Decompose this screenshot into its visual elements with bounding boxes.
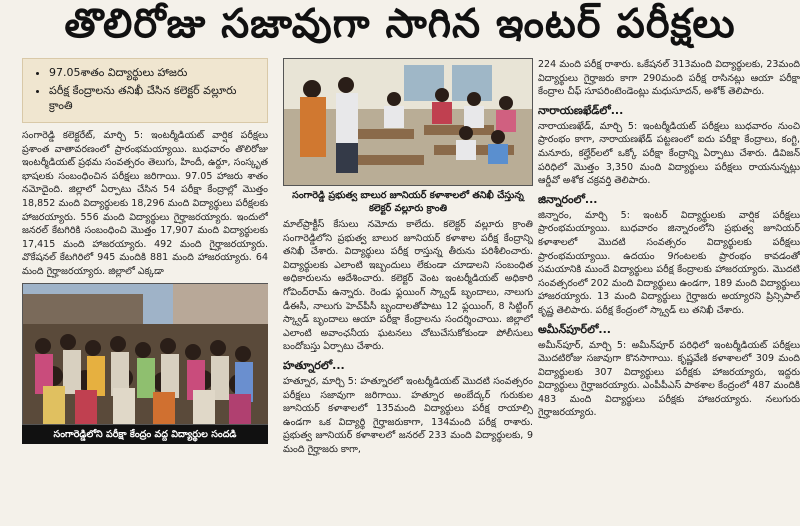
article-body-ameenpur: అమీన్‌పూర్, మార్చి 5: అమీన్‌పూర్ పరిధిలో ఇంటర్మీడియట్ పరీక్షలు మొదటిరోజు సజావుగా కొనసాగాయి. కృష్ణవేణి కళాశాలలో 309 మంది విద్యార్థులకు 307 విద్యార్థులు పరీక్షకు హాజరయ్యారు, ఇద్దరు విద్యార్థులు గైర్హాజరయ్యారు. ఎంపీపీఎస్ పాఠశాల కేంద్రంలో 487 మందికి 483 మంది విద్యార్థులు పరీక్షకు హాజరయ్యారు. నలుగురు గైర్హాజరయ్యారు. bbox=[538, 339, 800, 419]
subhead-ameenpur: అమీన్‌పూర్‌లో... bbox=[538, 322, 611, 336]
photo-crowd bbox=[22, 283, 268, 425]
article-body-hatnura-cont: 224 మంది పరీక్ష రాశారు. ఒకేషనల్ 313మంది విద్యార్థులకు, 23మంది విద్యార్థులు గైర్హాజరు కాగా 290మంది పరీక్ష రాసినట్లు ఆయా పరీక్షా కేంద్రాల చీఫ్ సూపరింటెండెంట్లు మధుసూదన్, అశోక్ తెలిపారు. bbox=[538, 59, 800, 98]
photo-crowd-caption: సంగారెడ్డిలోని పరీక్షా కేంద్రం వద్ద విద్యార్థుల సందడి bbox=[22, 425, 268, 444]
column-right bbox=[538, 58, 800, 526]
column-left bbox=[22, 58, 268, 526]
highlight-item: • పరీక్ష కేంద్రాలను తనిఖీ చేసిన కలెక్టర్ వల్లూరు క్రాంతి bbox=[49, 83, 259, 113]
article-body-jinnaram: జిన్నారం, మార్చి 5: ఇంటర్ విద్యార్థులకు వార్షిక పరీక్షలు ప్రారంభమయ్యాయి. బుధవారం జిన్నారంలోని ప్రభుత్వ జూనియర్ కళాశాలలో మొదటి సంవత్సరం విద్యార్థులకు పరీక్షలు ప్రారంభమయ్యాయి. ఉదయం 9గంటలకు ప్రారంభం కావడంతో సమయానికి ముందే విద్యార్థులు పరీక్ష కేంద్రాలకు హాజరయ్యారు. మొదటి సంవత్సరంలో 202 మంది విద్యార్థులు ఉండగా, 189 మంది విద్యార్థులు హాజరయ్యారు. 13 మంది విద్యార్థులు గైర్హాజరు అయ్యారని ప్రిన్సిపాల్ కృష్ణ తెలిపారు. పరీక్ష కేంద్రంలో స్క్వాడ్ లు తనిఖీ చేశారు. bbox=[538, 209, 800, 316]
classroom-photo-illustration bbox=[284, 59, 532, 185]
subhead-hatnura: హత్నూరలో... bbox=[283, 358, 345, 372]
column-middle bbox=[283, 58, 533, 526]
subhead-narayankhed: నారాయణఖేడ్‌లో... bbox=[538, 103, 624, 117]
photo-classroom bbox=[283, 58, 533, 186]
highlight-item: • 97.05శాతం విద్యార్థులు హాజరు bbox=[49, 65, 259, 80]
article-body-narayankhed: నారాయణఖేడ్, మార్చి 5: ఇంటర్మీడియట్ పరీక్షలు బుధవారం నుంచి ప్రారంభం కాగా, నారాయణఖేడ్ పట్టణంలో ఐదు పరీక్షా కేంద్రాలు, కంగ్టి, మనూరు, కల్హేర్‌లలో ఒక్కో పరీక్షా కేంద్రాన్ని ఏర్పాటు చేశారు. డివిజన్ పరిధిలో మొత్తం 3,350 మంది విద్యార్థులు పరీక్షలు రాయనున్నట్లు ఆర్డీవో అశోక చక్రవర్తి తెలిపారు. bbox=[538, 120, 800, 187]
article-body-hatnura: హత్నూర, మార్చి 5: హత్నూరలో ఇంటర్మీడియట్ మొదటి సంవత్సరం పరీక్షలు సజావుగా జరిగాయి. హత్నూర అంబేద్కర్ గురుకుల జూనియర్ కళాశాలలో 135మంది విద్యార్థులు పరీక్ష రాయాల్సి ఉండగా ఒక విద్యార్థి గైర్హాజరుకాగా, 134మంది పరీక్ష రాశారు. ప్రభుత్వ జూనియర్ కళాశాలలో జనరల్ 233 మంది విద్యార్థులకు, 9 మంది గైర్హాజరు కాగా, bbox=[283, 375, 533, 455]
article-body-main: సంగారెడ్డి కలెక్టరేట్, మార్చి 5: ఇంటర్మీడియట్ వార్షిక పరీక్షలు ప్రశాంత వాతావరణంలో ప్రారంభమయ్యాయి. బుధవారం తొలిరోజు ఇంటర్మీడియట్ ప్రథమ సంవత్సరం తెలుగు, హిందీ, ఉర్దూ, సంస్కృత భాషలకు సంబంధించిన పరీక్షలు జరిగాయి. 97.05 హాజరు శాతం నమోదైంది. జిల్లాలో ఏర్పాటు చేసిన 54 పరీక్షా కేంద్రాల్లో మొత్తం 18,852 మంది విద్యార్థులకు 18,296 మంది విద్యార్థులు పరీక్షలకు హాజరయ్యారు. 556 మంది విద్యార్థులు గైర్హాజరయ్యారు. ఇందులో జనరల్ కేటగిరికి సంబంధించి మొత్తం 17,907 మంది విద్యార్థులకు 17,415 మంది హాజరయ్యారు. 492 మంది గైర్హాజరయ్యారు. వొకేషనల్ కేటగిరిలో 945 మందికి 881 మంది హాజరయ్యారు. 64 మంది గైర్హాజరయ్యారు. జిల్లాలో ఎక్కడా bbox=[22, 130, 268, 277]
crowd-photo-illustration bbox=[23, 284, 268, 424]
subhead-jinnaram: జిన్నారంలో... bbox=[538, 192, 598, 206]
article-body-continued: మాల్‌ప్రాక్టీస్ కేసులు నమోదు కాలేదు. కలెక్టర్ వల్లూరు క్రాంతి సంగారెడ్డిలోని ప్రభుత్వ బాలుర జూనియర్ కళాశాల పరీక్ష కేంద్రాన్ని తనిఖీ చేశారు. విద్యార్థులు పరీక్ష రాస్తున్న తీరును పరిశీలించారు. విద్యార్థులకు ఎలాంటి ఇబ్బందులు లేకుండా చూడాలని సంబంధిత అధికారులను ఆదేశించారు. కలెక్టర్ వెంట ఇంటర్మీడియట్ అధికారి గోవింద్‌రామ్ ఉన్నారు. రెండు ఫ్లయింగ్ స్క్వాడ్ బృందాలు, నాలుగు డీఈసీ, నాలుగు హెచ్‌పీసీ బృందాలతోపాటు 12 ఫ్లయింగ్, 8 సిట్టింగ్ స్క్వాడ్ బృందాలు ఆయా పరీక్షా కేంద్రాలను సందర్శించాయి. జిల్లాలో ఎలాంటి అవాంఛనీయ ఘటనలు చోటుచేసుకోకుండా పోలీసులు బందోబస్తు ఏర్పాటు చేశారు. bbox=[283, 219, 533, 353]
highlights-box bbox=[22, 58, 268, 123]
photo-classroom-caption: సంగారెడ్డి ప్రభుత్వ బాలుర జూనియర్ కళాశాలలో తనిఖీ చేస్తున్న కలెక్టర్ వల్లూరు క్రాంతి bbox=[283, 186, 533, 218]
headline: తొలిరోజు సజావుగా సాగిన ఇంటర్ పరీక్షలు bbox=[64, 0, 736, 47]
